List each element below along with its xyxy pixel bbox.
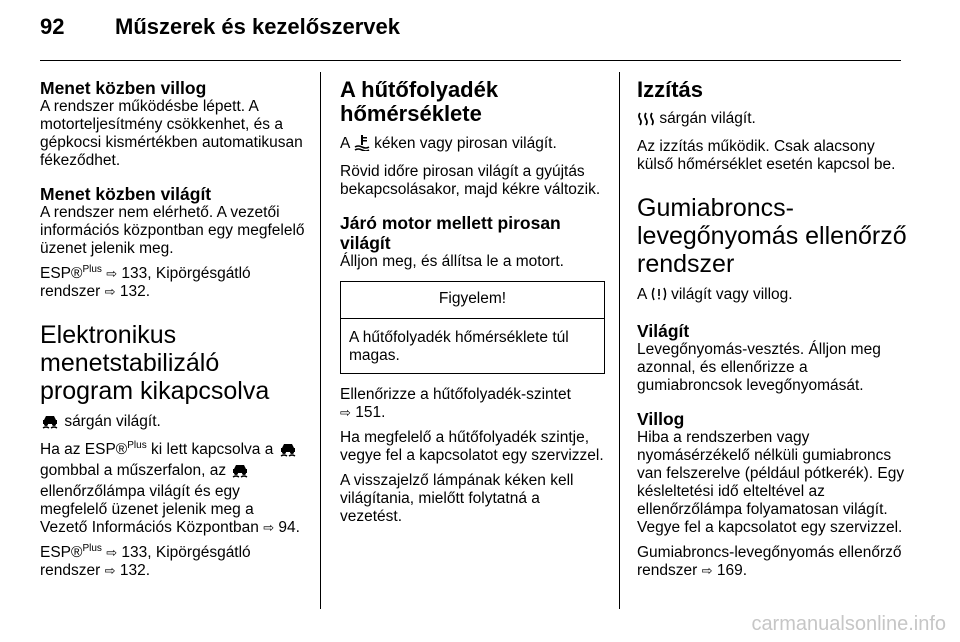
page-reference-arrow-icon: ⇨ (340, 405, 351, 420)
column-divider-2 (619, 72, 620, 609)
glow-lamp-line: sárgán világít. (637, 110, 907, 131)
warning-notice-box (340, 281, 605, 374)
page-reference-arrow-icon: ⇨ (106, 266, 118, 281)
page-reference-arrow-icon: ⇨ (104, 563, 116, 578)
tpms-reference: Gumiabroncs-levegőnyomás ellenőrző rendszer ⇨ 169. (637, 544, 902, 579)
subheading-flashing: Menet közben villog (40, 78, 207, 98)
page-reference-arrow-icon: ⇨ (701, 563, 713, 578)
heading-preheating: Izzítás (637, 77, 704, 102)
coolant-temperature-icon (354, 134, 370, 156)
page-number: 92 (40, 14, 65, 39)
esp-off-car-skid-icon (278, 441, 298, 462)
coolant-lamp-line: A kéken vagy pirosan világít. (340, 134, 605, 156)
coolant-paragraph-1: Rövid időre pirosan világít a gyújtás bekapcsolásakor, majd kékre változik. (340, 163, 601, 198)
subheading-engine-running-red: Járó motor mellett pirosan világít (340, 213, 561, 253)
tpms-lamp-line: A világít vagy villog. (637, 286, 907, 307)
heading-esp-off: Elektronikus menetstabilizáló program kikapcsolva (40, 321, 270, 405)
esp-reference-1: ESP®$^{Plus}$ ⇨ 133, Kipörgésgátló rendszer ⇨ 132. (40, 263, 251, 300)
page-title: Műszerek és kezelőszervek (115, 14, 400, 39)
column-2 (340, 78, 605, 533)
subheading-tpms-flashing: Villog (637, 409, 685, 429)
preheating-paragraph: Az izzítás működik. Csak alacsony külső hőmérséklet esetén kapcsol be. (637, 138, 896, 173)
heading-coolant-temperature: A hűtőfolyadék hőmérséklete (340, 77, 499, 126)
notice-title: Figyelem! (341, 282, 604, 319)
esp-off-lamp-line: sárgán világít. (40, 413, 305, 434)
tpms-illuminated-paragraph: Levegőnyomás-vesztés. Álljon meg azonnal, és ellenőrizze a gumiabroncsok levegőnyomását. (637, 341, 881, 394)
coolant-stop-paragraph: Álljon meg, és állítsa le a motort. (340, 253, 564, 270)
coolant-paragraph-3: A visszajelző lámpának kéken kell világítania, mielőtt folytatná a vezetést. (340, 472, 574, 525)
heading-tire-pressure-system: Gumiabroncs-levegőnyomás ellenőrző rendszer (637, 194, 907, 278)
page-reference-arrow-icon: ⇨ (104, 284, 116, 299)
header-rule (40, 60, 901, 61)
subheading-illuminated: Menet közben világít (40, 184, 212, 204)
notice-body: A hűtőfolyadék hőmérséklete túl magas. (349, 329, 569, 364)
tpms-flashing-paragraph: Hiba a rendszerben vagy nyomásérzékelő nélküli gumiabroncs van felszerelve (például pótkerék). Egy késleltetési idő elteltével az ellenőrzőlámpa folyamatosan világít. Vegye fel a kapcsolatot egy szervizzel. (637, 429, 905, 536)
esp-off-car-skid-icon (230, 462, 250, 483)
paragraph-flashing: A rendszer működésbe lépett. A motorteljesítmény csökkenhet, és a gépkocsi kismértékben automatikusan fékeződhet. (40, 98, 303, 169)
paragraph-illuminated: A rendszer nem elérhető. A vezetői információs központban egy megfelelő üzenet jelenik meg. (40, 204, 305, 257)
page-reference-arrow-icon: ⇨ (106, 545, 118, 560)
glow-plug-icon (637, 112, 655, 131)
tire-pressure-icon (651, 286, 667, 307)
page-header (40, 14, 920, 50)
column-1 (40, 78, 305, 587)
column-divider-1 (320, 72, 321, 609)
watermark: carmanualsonline.info (751, 613, 946, 635)
esp-off-car-skid-icon (40, 413, 60, 434)
subheading-tpms-illuminated: Világít (637, 321, 690, 341)
esp-off-paragraph: Ha az ESP®$^{Plus}$ ki lett kapcsolva a gombbal a műszerfalon, az ellenőrzőlámpa világít és egy megfelelő üzenet jelenik meg a Vezető Információs Központban ⇨ 94. (40, 439, 300, 536)
coolant-paragraph-2: Ha megfelelő a hűtőfolyadék szintje, vegye fel a kapcsolatot egy szervizzel. (340, 429, 604, 464)
coolant-check-paragraph: Ellenőrizze a hűtőfolyadék-szintet ⇨ 151. (340, 386, 571, 421)
page-reference-arrow-icon: ⇨ (263, 520, 275, 535)
esp-reference-2: ESP®$^{Plus}$ ⇨ 133, Kipörgésgátló rendszer ⇨ 132. (40, 542, 251, 579)
column-3 (637, 78, 907, 587)
